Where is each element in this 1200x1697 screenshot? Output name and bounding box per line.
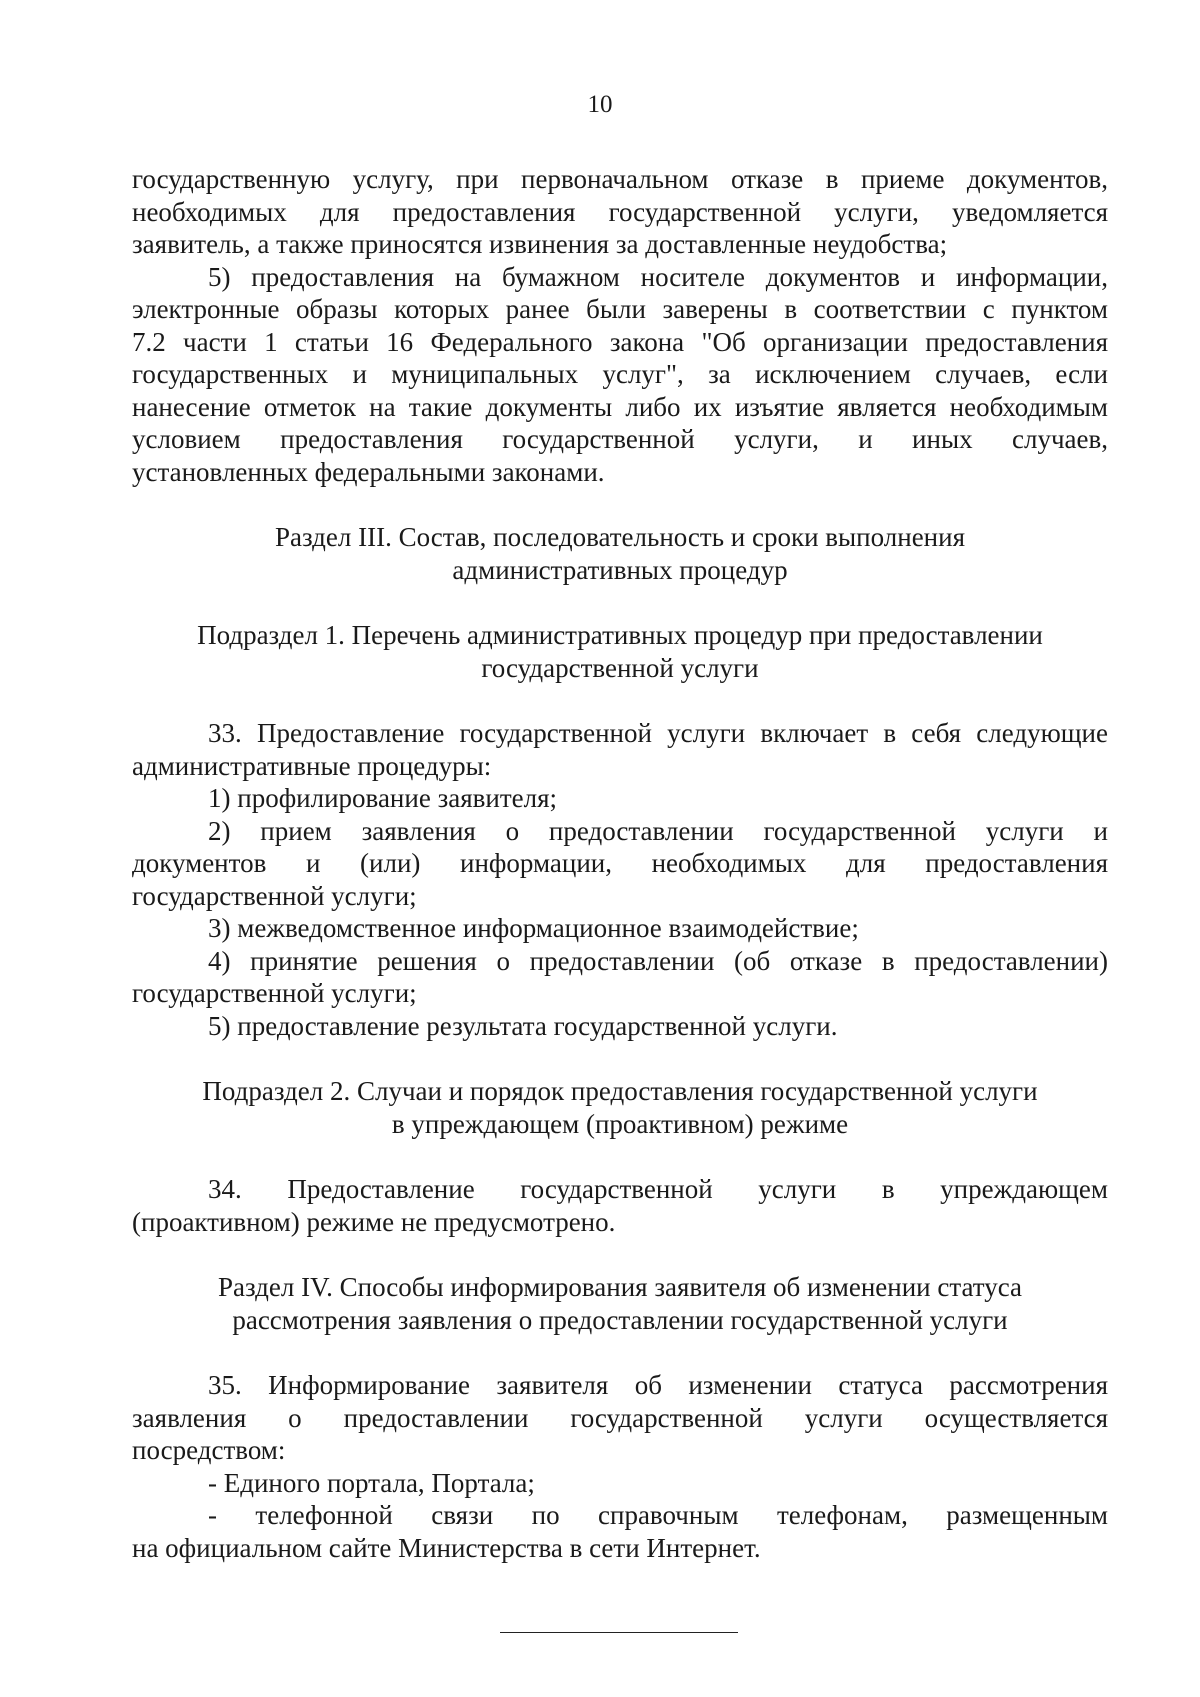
text-line: - телефонной связи по справочным телефонам, размещенным <box>208 1500 1108 1530</box>
text-line: 3) межведомственное информационное взаимодействие; <box>208 913 859 943</box>
section-4-heading <box>132 1271 1108 1336</box>
text-line: заявитель, а также приносятся извинения за доставленные неудобства; <box>132 229 948 259</box>
paragraph-item-35 <box>132 1369 1108 1467</box>
text-line: 7.2 части 1 статьи 16 Федерального закона "Об организации предоставления <box>132 326 1108 357</box>
section-3-heading <box>132 521 1108 586</box>
end-rule <box>500 1632 738 1633</box>
heading-line: Раздел IV. Способы информирования заявителя об изменении статуса <box>218 1272 1022 1302</box>
paragraph-item-33 <box>132 717 1108 782</box>
list-item <box>132 815 1108 913</box>
heading-line: Раздел III. Состав, последовательность и сроки выполнения <box>275 522 965 552</box>
list-item <box>132 912 1108 945</box>
text-line: государственной услуги; <box>132 978 417 1008</box>
text-line: 4) принятие решения о предоставлении (об отказе в предоставлении) <box>208 945 1108 976</box>
text-line: электронные образы которых ранее были заверены в соответствии с пунктом <box>132 294 1108 324</box>
paragraph-intro <box>132 163 1108 261</box>
text-line: документов и (или) информации, необходимых для предоставления <box>132 848 1108 878</box>
text-line: государственных и муниципальных услуг", за исключением случаев, если <box>132 359 1108 389</box>
text-line: 5) предоставление результата государственной услуги. <box>208 1010 838 1041</box>
heading-line: Подраздел 1. Перечень административных процедур при предоставлении <box>197 620 1043 650</box>
text-line: необходимых для предоставления государственной услуги, уведомляется <box>132 196 1108 227</box>
subsection-2-heading <box>132 1075 1108 1140</box>
text-line: - Единого портала, Портала; <box>208 1467 535 1498</box>
list-item <box>132 1499 1108 1564</box>
list-item <box>132 1010 1108 1043</box>
heading-line: государственной услуги <box>481 652 759 683</box>
paragraph-item-34 <box>132 1173 1108 1238</box>
text-line: заявления о предоставлении государственной услуги осуществляется <box>132 1402 1108 1433</box>
list-item <box>132 945 1108 1010</box>
text-line: посредством: <box>132 1435 286 1465</box>
heading-line: Подраздел 2. Случаи и порядок предоставления государственной услуги <box>202 1076 1038 1106</box>
text-line: на официальном сайте Министерства в сети Интернет. <box>132 1532 761 1563</box>
list-item <box>132 782 1108 815</box>
text-line: государственную услугу, при первоначальном отказе в приеме документов, <box>132 164 1108 194</box>
text-line: 33. Предоставление государственной услуги включает в себя следующие <box>208 718 1108 748</box>
heading-line: рассмотрения заявления о предоставлении государственной услуги <box>232 1304 1008 1335</box>
document-body <box>132 163 1108 1564</box>
paragraph-item-5 <box>132 261 1108 489</box>
page-number: 10 <box>587 91 613 118</box>
text-line: условием предоставления государственной услуги, и иных случаев, <box>132 424 1108 454</box>
text-line: 2) прием заявления о предоставлении государственной услуги и <box>208 815 1108 846</box>
text-line: 5) предоставления на бумажном носителе документов и информации, <box>208 261 1108 292</box>
subsection-1-heading <box>132 619 1108 684</box>
heading-line: административных процедур <box>452 554 788 585</box>
list-item <box>132 1467 1108 1500</box>
text-line: установленных федеральными законами. <box>132 456 605 487</box>
text-line: 34. Предоставление государственной услуги в упреждающем <box>208 1174 1108 1204</box>
heading-line: в упреждающем (проактивном) режиме <box>391 1108 849 1139</box>
text-line: 1) профилирование заявителя; <box>208 783 558 813</box>
text-line: (проактивном) режиме не предусмотрено. <box>132 1206 616 1237</box>
text-line: государственной услуги; <box>132 880 417 911</box>
text-line: 35. Информирование заявителя об изменении статуса рассмотрения <box>208 1370 1108 1400</box>
text-line: административные процедуры: <box>132 750 492 781</box>
text-line: нанесение отметок на такие документы либо их изъятие является необходимым <box>132 391 1108 422</box>
